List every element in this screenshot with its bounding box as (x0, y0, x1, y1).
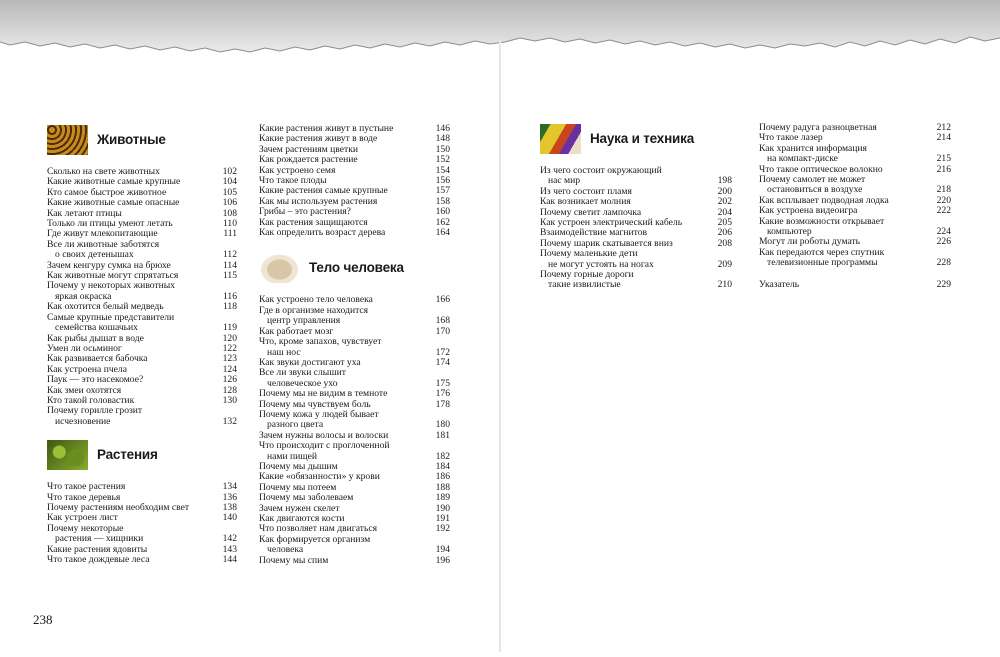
toc-entry-page: 189 (435, 492, 450, 504)
toc-entry-line: Что такое деревья (47, 491, 121, 503)
toc-entry[interactable] (540, 270, 732, 291)
toc-entry-line: Какие растения живут в воде (259, 133, 378, 145)
toc-entry-line: Зачем нужен скелет (259, 502, 340, 514)
toc-entry-line: Как змеи охотятся (47, 384, 122, 396)
toc-entry-title (259, 535, 432, 556)
toc-entry-line: Что такое растения (47, 481, 126, 493)
toc-entry-line: Почему мы чувствуем боль (259, 398, 371, 410)
toc-entry-line: Почему мы заболеваем (259, 492, 354, 504)
toc-entry-line: Как рыбы дышат в воде (47, 332, 144, 344)
toc-entry-title (47, 313, 219, 334)
toc-entry[interactable] (759, 248, 951, 269)
bee-photo-icon (47, 125, 88, 155)
toc-entry[interactable] (759, 217, 951, 238)
toc-entry-line: Как устроено тело человека (259, 294, 373, 306)
toc-entry-line: Что такое дождевые леса (47, 554, 150, 565)
toc-entry-title (259, 368, 432, 389)
toc-entry-page: 136 (222, 491, 237, 503)
toc-entry-page: 123 (222, 353, 237, 365)
toc-entry-line: Зачем нужны волосы и волоски (259, 429, 389, 441)
toc-entry-line-continued: исчезновение (55, 415, 111, 427)
toc-entry-line: Почему самолет не может (759, 174, 866, 186)
toc-entry-page: 102 (222, 166, 237, 177)
toc-entry-page: 218 (936, 184, 951, 196)
toc-entry-page: 192 (435, 523, 450, 535)
toc-entry-title (540, 249, 714, 270)
toc-entry-line: Как формируется организм (259, 533, 371, 545)
section-header (47, 439, 237, 471)
toc-entry-page: 157 (435, 185, 450, 197)
toc-entry-page: 214 (936, 132, 951, 144)
toc-entry-page: 148 (435, 133, 450, 145)
toc-entry-page: 178 (435, 398, 450, 410)
toc-entry-page: 180 (435, 419, 450, 431)
toc-entry[interactable] (47, 240, 237, 261)
toc-entry[interactable] (759, 144, 951, 165)
toc-entry-page: 176 (435, 388, 450, 400)
toc-entry-page: 222 (936, 205, 951, 217)
toc-entry-page: 128 (222, 384, 237, 396)
toc-entry-page: 198 (717, 175, 732, 187)
section-title: Животные (97, 131, 166, 147)
toc-entry-line: Как летают птицы (47, 207, 122, 219)
toc-entry-line-continued: нами пищей (267, 450, 318, 462)
toc-entry-page: 105 (222, 186, 237, 198)
toc-entry-page: 182 (435, 450, 450, 462)
toc-entry-page: 220 (936, 194, 951, 206)
section-human (259, 252, 450, 566)
toc-entry[interactable] (47, 524, 237, 545)
toc-entry[interactable] (259, 228, 450, 238)
toc-entry-page: 186 (435, 471, 450, 483)
toc-entry-line-continued: не могут устоять на ногах (548, 258, 654, 270)
toc-entry-line: Как работает мозг (259, 325, 334, 337)
toc-entry-page: 154 (435, 164, 450, 176)
toc-entry-page: 158 (435, 195, 450, 207)
toc-entry-page: 224 (936, 226, 951, 238)
toc-entry-line: Почему мы дышим (259, 460, 338, 472)
toc-entry-line: Что такое плоды (259, 175, 327, 187)
toc-entry-line: Сколько на свете животных (47, 166, 160, 177)
toc-entry-page: 166 (435, 294, 450, 306)
toc-entry-line-continued: растения — хищники (55, 533, 144, 545)
toc-entry-line: Почему мы не видим в темноте (259, 388, 388, 400)
toc-entry-title (47, 406, 219, 427)
toc-entry-line: Из чего состоит окружающий (540, 165, 662, 176)
toc-entry-page: 160 (435, 206, 450, 218)
toc-entry-line-continued: семейства кошачьих (55, 322, 138, 334)
toc-entry-title (540, 166, 714, 187)
toc-entry-title (47, 240, 219, 261)
toc-entry-line: Какие животные самые крупные (47, 176, 181, 188)
book-spine (499, 40, 501, 652)
toc-entry-line: Как устроен лист (47, 512, 118, 524)
toc-entry-line: Почему светит лампочка (540, 206, 642, 218)
toc-entry-title (47, 524, 219, 545)
toc-entry-line: Что, кроме запахов, чувствует (259, 336, 382, 348)
toc-list (759, 123, 951, 269)
toc-entry-line-continued: яркая окраска (55, 290, 112, 302)
toc-entry-page: 168 (435, 315, 450, 327)
toc-entry-page: 122 (222, 342, 237, 354)
toc-entry-page: 132 (222, 415, 237, 427)
toc-entry-line: Какие растения самые крупные (259, 185, 388, 197)
toc-entry-title (47, 281, 219, 302)
toc-entry-line: Как животные могут спрятаться (47, 270, 179, 282)
toc-entry-page: 119 (222, 322, 237, 334)
toc-entry-line: Как устроено семя (259, 164, 336, 176)
toc-entry-page: 114 (222, 259, 237, 271)
toc-entry-line-continued: разного цвета (267, 419, 324, 431)
toc-entry-page: 126 (222, 374, 237, 386)
toc-entry[interactable] (259, 441, 450, 462)
toc-entry-page: 140 (222, 512, 237, 524)
toc-list (47, 167, 237, 427)
section-science (540, 123, 732, 291)
toc-entry-page: 146 (435, 123, 450, 134)
toc-entry-page: 110 (222, 218, 237, 230)
toc-entry-page: 134 (222, 481, 237, 493)
toc-entry-index[interactable] (759, 280, 951, 290)
toc-entry-page: 202 (717, 196, 732, 208)
toc-entry-line: Почему кожа у людей бывает (259, 408, 379, 420)
toc-entry-page: 205 (717, 217, 732, 229)
toc-entry-line: Какие растения живут в пустыне (259, 123, 394, 134)
toc-entry-page: 204 (717, 206, 732, 218)
toc-entry-page: 164 (435, 227, 450, 239)
toc-entry-line: Паук — это насекомое? (47, 374, 144, 386)
section-title: Тело человека (309, 260, 404, 276)
toc-column-1 (47, 124, 237, 565)
toc-entry-page: 142 (222, 533, 237, 545)
toc-entry[interactable] (259, 410, 450, 431)
leaves-photo-icon (47, 440, 88, 470)
toc-entry-line: Как устроена пчела (47, 363, 127, 375)
toc-entry-line-continued: остановиться в воздухе (767, 184, 863, 196)
toc-entry-page: 138 (222, 501, 237, 513)
toc-entry-title (759, 175, 933, 196)
toc-entry-line: Почему маленькие дети (540, 248, 638, 260)
toc-entry-title (759, 248, 933, 269)
toc-entry-page: 200 (717, 185, 732, 197)
toc-entry-line: Как охотится белый медведь (47, 301, 164, 313)
toc-entry-page: 150 (435, 143, 450, 155)
toc-entry-line: Как передаются через спутник (759, 246, 885, 258)
toc-entry-page: 115 (222, 270, 237, 282)
toc-entry-line: Как определить возраст дерева (259, 227, 386, 239)
toc-entry[interactable] (759, 175, 951, 196)
toc-entry-line: Где в организме находится (259, 304, 369, 316)
section-title: Растения (97, 446, 158, 462)
toc-entry-line: Почему растениям необходим свет (47, 501, 190, 513)
section-header (540, 123, 732, 155)
toc-entry-line: Как всплывает подводная лодка (759, 194, 889, 206)
toc-entry-page: 208 (717, 237, 732, 249)
toc-entry-title (259, 337, 432, 358)
toc-column-3 (540, 123, 732, 291)
toc-entry-title (47, 555, 219, 565)
toc-column-4 (759, 123, 951, 290)
toc-entry-line: Какие растения ядовиты (47, 543, 148, 555)
toc-entry-title (259, 441, 432, 462)
toc-entry-page: 181 (435, 429, 450, 441)
toc-entry-page: 124 (222, 363, 237, 375)
toc-entry-line: Самые крупные представители (47, 311, 175, 323)
toc-list (47, 482, 237, 565)
toc-entry-title (259, 228, 432, 238)
toc-entry[interactable] (47, 281, 237, 302)
toc-entry-page: 156 (435, 175, 450, 187)
toc-entry-line: Умен ли осьминог (47, 342, 122, 354)
toc-entry-line: Как устроена видеоигра (759, 205, 858, 217)
toc-entry-page: 190 (435, 502, 450, 514)
toc-entry-line: Какие возможности открывает (759, 215, 885, 227)
toc-entry-page: 212 (936, 122, 951, 133)
toc-entry-line: Как растения защищаются (259, 216, 368, 228)
toc-entry[interactable] (540, 166, 732, 187)
toc-entry-page: 118 (222, 301, 237, 313)
toc-entry-line: Только ли птицы умеют летать (47, 218, 173, 230)
toc-entry-page: 116 (222, 290, 237, 302)
toc-entry-page: 226 (936, 236, 951, 248)
toc-entry-line: Кто самое быстрое животное (47, 186, 167, 198)
toc-entry-title (540, 270, 714, 291)
toc-entry-line: Что позволяет нам двигаться (259, 523, 377, 535)
toc-entry-page: 170 (435, 325, 450, 337)
toc-entry-page: 143 (222, 543, 237, 555)
toc-entry-page: 175 (435, 377, 450, 389)
toc-entry-page: 120 (222, 332, 237, 344)
toc-entry-page: 144 (222, 554, 237, 565)
toc-entry-line: Как развивается бабочка (47, 353, 148, 365)
section-header (47, 124, 237, 156)
toc-entry-line: Из чего состоит пламя (540, 185, 632, 197)
toc-entry-line: Все ли животные заботятся (47, 238, 160, 250)
toc-entry-line: Почему горные дороги (540, 269, 634, 281)
toc-entry-line: Почему мы спим (259, 554, 329, 566)
section-plants (47, 439, 237, 565)
toc-entry-line: Что такое лазер (759, 132, 823, 144)
toc-entry-line: Как возникает молния (540, 196, 631, 208)
toc-entry-line-continued: нас мир (548, 175, 581, 187)
toc-entry-title: Указатель (759, 278, 800, 290)
toc-entry-page: 130 (222, 394, 237, 406)
pencils-photo-icon (540, 124, 581, 154)
toc-entry-line-continued: такие извилистые (548, 279, 621, 291)
toc-entry-line: Почему шарик скатывается вниз (540, 237, 673, 249)
toc-entry-line-continued: на компакт-диске (767, 153, 838, 165)
toc-entry-page: 206 (717, 227, 732, 239)
toc-entry-page: 104 (222, 176, 237, 188)
toc-entry[interactable] (259, 535, 450, 556)
toc-entry-title (259, 306, 432, 327)
toc-list (259, 295, 450, 566)
toc-entry-line: Какие животные самые опасные (47, 197, 180, 209)
toc-entry-line-continued: телевизионные программы (767, 257, 878, 269)
toc-entry-title (259, 556, 432, 566)
toc-entry-page: 108 (222, 207, 237, 219)
toc-entry-line: Где живут млекопитающие (47, 228, 158, 240)
toc-entry-line: Взаимодействие магнитов (540, 227, 648, 239)
toc-entry-page: 112 (222, 249, 237, 261)
toc-entry-line: Все ли звуки слышит (259, 367, 346, 379)
toc-entry-line-continued: наш нос (267, 346, 301, 358)
toc-list (259, 124, 450, 238)
toc-entry-page: 215 (936, 153, 951, 165)
toc-entry[interactable] (259, 337, 450, 358)
toc-entry-line: Как рождается растение (259, 154, 358, 166)
toc-entry-page: 191 (435, 513, 450, 524)
toc-list (540, 166, 732, 291)
toc-entry-page: 216 (936, 163, 951, 175)
toc-entry-line: Грибы – это растения? (259, 206, 351, 218)
toc-entry-line: Почему мы потеем (259, 481, 337, 493)
section-animals (47, 124, 237, 427)
toc-entry-title (259, 410, 432, 431)
section-header (259, 252, 450, 284)
toc-entry-page: 228 (936, 257, 951, 269)
toc-entry-line-continued: компьютер (767, 226, 812, 238)
toc-entry-line: Как звуки достигают уха (259, 356, 361, 368)
toc-entry-page: 111 (223, 228, 237, 240)
toc-entry-page: 106 (222, 197, 237, 209)
toc-entry-page: 188 (435, 481, 450, 493)
toc-entry-page: 210 (717, 279, 732, 291)
toc-entry[interactable] (47, 406, 237, 427)
toc-entry[interactable] (259, 556, 450, 566)
toc-entry-page: 196 (435, 554, 450, 566)
toc-entry[interactable] (47, 555, 237, 565)
toc-entry-line: Зачем кенгуру сумка на брюхе (47, 259, 171, 271)
toc-entry-title (759, 217, 933, 238)
section-title: Наука и техника (590, 130, 694, 146)
page-number: 238 (33, 612, 53, 627)
toc-entry-title (759, 144, 933, 165)
hand-photo-icon (259, 253, 300, 283)
toc-entry-page: 152 (435, 154, 450, 166)
toc-entry-line: Что происходит с проглоченной (259, 440, 390, 452)
toc-entry-page: 184 (435, 460, 450, 472)
toc-entry-line: Почему у некоторых животных (47, 280, 176, 292)
toc-entry[interactable] (259, 368, 450, 389)
toc-entry-line: Зачем растениям цветки (259, 143, 359, 155)
toc-entry-line: Почему радуга разноцветная (759, 122, 877, 133)
toc-entry-page: 162 (435, 216, 450, 228)
toc-entry-line: Как хранится информация (759, 142, 867, 154)
toc-entry-line-continued: человека (267, 544, 304, 556)
toc-entry-line: Почему горилле грозит (47, 405, 143, 417)
toc-entry[interactable] (540, 249, 732, 270)
toc-entry-line: Как двигаются кости (259, 513, 345, 524)
toc-entry-page: 229 (936, 278, 951, 290)
toc-entry-line: Что такое оптическое волокно (759, 163, 883, 175)
toc-entry-line: Какие «обязанности» у крови (259, 471, 380, 483)
toc-entry-line: Могут ли роботы думать (759, 236, 861, 248)
toc-entry-line: Как мы используем растения (259, 195, 378, 207)
toc-entry-line: Как устроен электрический кабель (540, 217, 683, 229)
toc-entry-line-continued: центр управления (267, 315, 341, 327)
toc-entry-line-continued: о своих детенышах (55, 249, 134, 261)
toc-entry-line: Почему некоторые (47, 522, 124, 534)
toc-entry[interactable] (259, 306, 450, 327)
toc-entry[interactable] (47, 313, 237, 334)
toc-entry-line: Кто такой головастик (47, 394, 135, 406)
toc-entry-page: 194 (435, 544, 450, 556)
toc-entry-page: 172 (435, 346, 450, 358)
toc-entry-page: 209 (717, 258, 732, 270)
toc-entry-line-continued: человеческое ухо (267, 377, 338, 389)
toc-column-2 (259, 124, 450, 566)
toc-entry-page: 174 (435, 356, 450, 368)
